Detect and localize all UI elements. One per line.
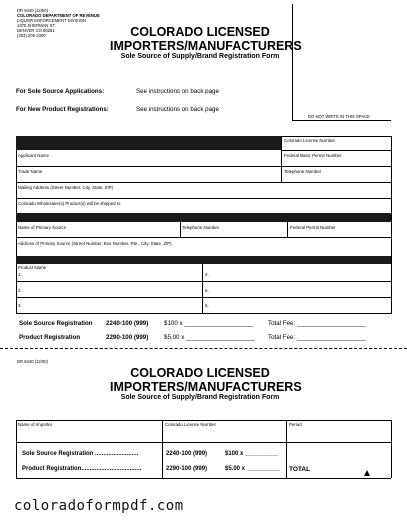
title-line-1: COLORADO LICENSED (130, 25, 270, 39)
cell-divider (287, 222, 288, 237)
stub-form-code: DR 8440 (12/00) (17, 359, 48, 364)
division-name: LIQUOR ENFORCEMENT DIVISION (17, 18, 87, 23)
form-code: DR 8440 (12/00) (17, 8, 48, 13)
form-right-border (391, 136, 392, 314)
stub-table-top (16, 420, 391, 421)
mailing-address-label: Mailing Address (Street Number, City, State, ZIP) (18, 185, 114, 190)
product-instructions-text: See instructions on back page (136, 106, 219, 113)
product-instructions-label: For New Product Registrations: (16, 106, 109, 113)
phone-number: (303) 205-2300 (17, 33, 46, 38)
row-divider (16, 281, 391, 282)
stub-left-border (16, 420, 17, 478)
sole-source-fee-amount[interactable]: $100 x ____________________ (164, 320, 254, 327)
row-divider (16, 166, 391, 167)
sole-source-total-fee[interactable]: Total Fee: ____________________ (268, 320, 366, 327)
license-cell-divider (281, 136, 282, 183)
stub-title-line-1: COLORADO LICENSED (130, 366, 270, 380)
office-use-box-bottom (292, 120, 391, 121)
wholesaler-label: Colorado Wholesaler(s) Product(s) will be shipped to (18, 201, 121, 206)
telephone-number-label: Telephone Number (284, 169, 322, 174)
primary-source-address-label: Address of Primary Source (Street Number, Box Number, Rte., City, State, ZIP) (18, 241, 172, 246)
stub-title-line-2: IMPORTERS/MANUFACTURERS (110, 380, 302, 394)
product-3-number: 3. (18, 303, 22, 308)
row-divider (16, 198, 391, 199)
primary-source-name-label: Name of Primary Source (18, 225, 67, 230)
stub-subtitle: Sole Source of Supply/Brand Registration Form (120, 394, 280, 401)
street-address: 1375 SHERMAN ST (17, 23, 55, 28)
sole-source-fee-code: 2240-100 (999) (106, 320, 149, 327)
primary-source-phone-label: Telephone Number (182, 225, 220, 230)
stub-name-of-importer-label: Name of Importer (18, 422, 53, 427)
product-fee-label: Product Registration (19, 334, 81, 341)
product-4-number: 4. (205, 272, 209, 277)
applicant-name-label: Applicant Name (18, 153, 49, 158)
stub-product-label: Product Registration.................................... (22, 466, 142, 472)
title-line-2: IMPORTERS/MANUFACTURERS (110, 39, 302, 53)
stub-divider (162, 420, 163, 478)
license-cell-top (281, 136, 391, 137)
row-divider (16, 297, 391, 298)
city-address: DENVER CO 80261 (17, 28, 55, 33)
product-6-number: 6. (205, 303, 209, 308)
stub-table-bottom (16, 478, 391, 479)
product-2-number: 2. (18, 288, 22, 293)
form-left-border (16, 150, 17, 314)
row-divider (16, 182, 391, 183)
product-5-number: 5. (205, 288, 209, 293)
stub-sole-source-amount[interactable]: $100 x __________ (225, 451, 279, 457)
stub-right-border (391, 420, 392, 478)
section-black-bar (16, 213, 391, 222)
row-divider (16, 313, 391, 314)
stub-product-amount[interactable]: $5.00 x __________ (225, 466, 281, 472)
stub-period-label: Period (289, 422, 302, 427)
product-column-divider (202, 264, 203, 314)
product-name-label: Product Name (18, 265, 47, 270)
product-fee-amount[interactable]: $5.00 x ____________________ (164, 334, 255, 341)
stub-row-divider (16, 442, 391, 443)
trade-name-label: Trade Name (18, 169, 43, 174)
triangle-marker-icon (364, 470, 370, 476)
stub-total-label: TOTAL (289, 466, 311, 473)
product-fee-code: 2290-100 (999) (106, 334, 149, 341)
row-divider (16, 237, 391, 238)
section-black-bar (16, 256, 391, 264)
federal-permit-number-label: Federal Permit Number (290, 225, 336, 230)
stub-divider (286, 420, 287, 478)
sole-source-fee-label: Sole Source Registration (19, 320, 93, 327)
license-cell-bottom (281, 150, 391, 151)
sole-source-instructions-label: For Sole Source Applications: (16, 88, 105, 95)
office-use-box-border (292, 4, 293, 120)
department-name: COLORADO DEPARTMENT OF REVENUE (17, 13, 100, 18)
stub-license-number-label: Colorado License Number (165, 422, 217, 427)
stub-sole-source-code: 2240-100 (999) (166, 451, 208, 457)
federal-basic-permit-label: Federal Basic Permit Number (284, 153, 342, 158)
form-subtitle: Sole Source of Supply/Brand Registration Form (120, 53, 280, 60)
sole-source-instructions-text: See instructions on back page (136, 88, 219, 95)
product-1-number: 1. (18, 272, 22, 277)
product-total-fee[interactable]: Total Fee: ____________________ (268, 334, 366, 341)
stub-product-code: 2290-100 (999) (166, 466, 208, 472)
tear-line (0, 348, 407, 349)
stub-sole-source-label: Sole Source Registration .......................... (22, 451, 139, 457)
cell-divider (180, 222, 181, 237)
do-not-write-label: DO NOT WRITE IN THIS SPACE (308, 114, 370, 119)
watermark: coloradoformpdf.com (14, 498, 184, 514)
colorado-license-number-label: Colorado License Number (284, 138, 336, 143)
header-black-bar (16, 136, 281, 150)
